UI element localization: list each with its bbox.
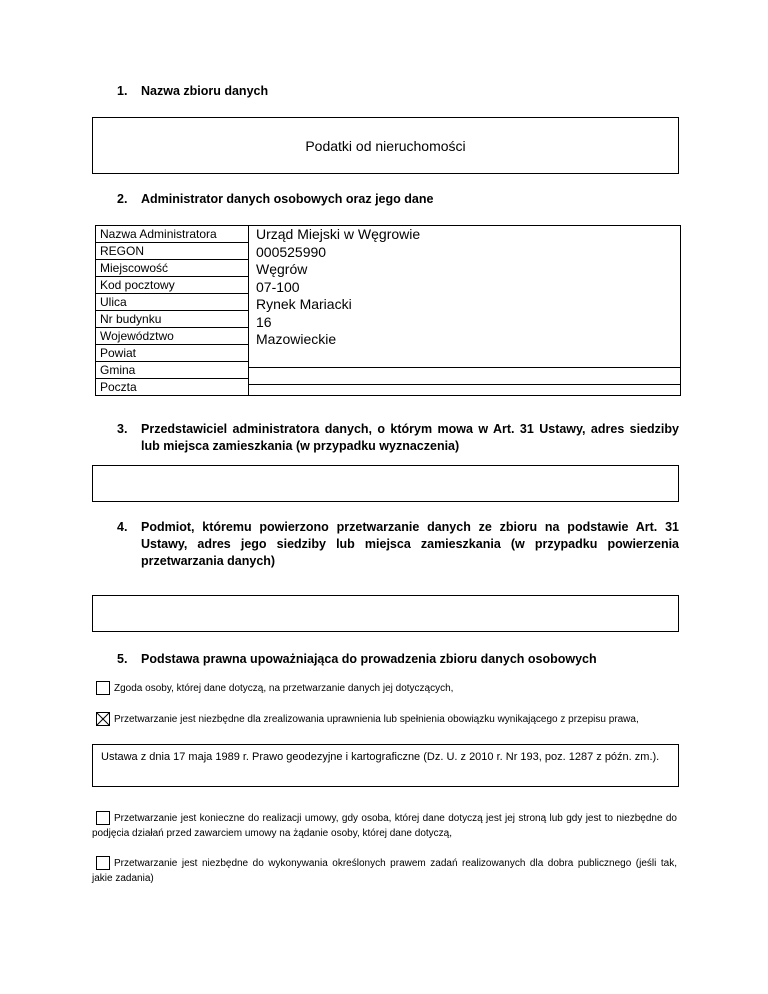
- section-5-heading: [117, 651, 679, 669]
- administrator-table: [95, 225, 681, 396]
- label-poczta: Poczta: [96, 379, 249, 396]
- legal-obligation-option-label: Przetwarzanie jest niezbędne dla zrealizowania uprawnienia lub spełnienia obowiązku wynikającego z przepisu prawa,: [114, 714, 639, 725]
- value-ulica: Rynek Mariacki: [256, 296, 352, 312]
- section-3-number: 3.: [117, 422, 128, 436]
- label-kod-pocztowy: Kod pocztowy: [96, 277, 249, 294]
- section-2-title: Administrator danych osobowych oraz jego dane: [141, 192, 434, 206]
- label-regon: REGON: [96, 243, 249, 260]
- section-2-number: 2.: [117, 192, 128, 206]
- section-4-title: Podmiot, któremu powierzono przetwarzanie danych ze zbioru na podstawie Art. 31 Ustawy, adres jego siedziby lub miejsca zamieszkania (w przypadku powierzenia przetwarzania danych): [141, 520, 679, 568]
- section-2-heading: [117, 191, 677, 209]
- administrator-values-cell[interactable]: [249, 226, 681, 396]
- section-1-title: Nazwa zbioru danych: [141, 84, 269, 98]
- value-miejscowosc: Węgrów: [256, 261, 308, 277]
- section-4-heading: [117, 519, 679, 573]
- value-regon: 000525990: [256, 243, 327, 260]
- label-wojewodztwo: Województwo: [96, 328, 249, 345]
- representative-field[interactable]: [92, 465, 679, 502]
- value-nr-budynku: 16: [256, 313, 272, 330]
- checkbox-checked-icon: [96, 712, 110, 726]
- value-nazwa-administratora: Urząd Miejski w Węgrowie: [256, 226, 421, 242]
- label-gmina: Gmina: [96, 362, 249, 379]
- legal-basis-field[interactable]: [92, 744, 679, 787]
- legal-basis-value: Ustawa z dnia 17 maja 1989 r. Prawo geodezyjne i kartograficzne (Dz. U. z 2010 r. Nr 193, poz. 1287 z późn. zm.).: [101, 751, 660, 763]
- checkbox-empty-icon: [96, 681, 110, 695]
- divider: [248, 384, 680, 385]
- value-wojewodztwo: Mazowieckie: [256, 331, 337, 347]
- label-miejscowosc: Miejscowość: [96, 260, 249, 277]
- dataset-name-field[interactable]: [92, 117, 679, 174]
- label-nazwa-administratora: Nazwa Administratora: [96, 226, 249, 243]
- dataset-name-value: Podatki od nieruchomości: [305, 137, 466, 154]
- public-task-option-label: Przetwarzanie jest niezbędne do wykonywania określonych prawem zadań realizowanych dla dobra publicznego (jeśli tak, jakie zadania): [92, 858, 677, 884]
- table-row: [96, 226, 681, 243]
- section-5-number: 5.: [117, 652, 128, 666]
- section-5-title: Podstawa prawna upoważniająca do prowadzenia zbioru danych osobowych: [141, 652, 597, 666]
- section-1-heading: [117, 83, 677, 101]
- consent-option-label: Zgoda osoby, której dane dotyczą, na przetwarzanie danych jej dotyczących,: [114, 683, 454, 694]
- label-ulica: Ulica: [96, 294, 249, 311]
- legal-obligation-checkbox[interactable]: [96, 712, 110, 726]
- section-4-number: 4.: [117, 520, 128, 534]
- value-kod-pocztowy: 07-100: [256, 278, 300, 295]
- section-3-heading: [117, 421, 679, 457]
- contract-option-label: Przetwarzanie jest konieczne do realizacji umowy, gdy osoba, której dane dotyczą jest jej stroną lub gdy jest to niezbędne do podjęcia działań przed zawarciem umowy na żądanie osoby, której dane dotyczą,: [92, 813, 677, 839]
- section-1-number: 1.: [117, 84, 128, 98]
- label-nr-budynku: Nr budynku: [96, 311, 249, 328]
- consent-checkbox[interactable]: [96, 681, 110, 695]
- processor-field[interactable]: [92, 595, 679, 632]
- section-3-title: Przedstawiciel administratora danych, o którym mowa w Art. 31 Ustawy, adres siedziby lub miejsca zamieszkania (w przypadku wyznaczenia): [141, 422, 679, 453]
- label-powiat: Powiat: [96, 345, 249, 362]
- divider: [248, 367, 680, 368]
